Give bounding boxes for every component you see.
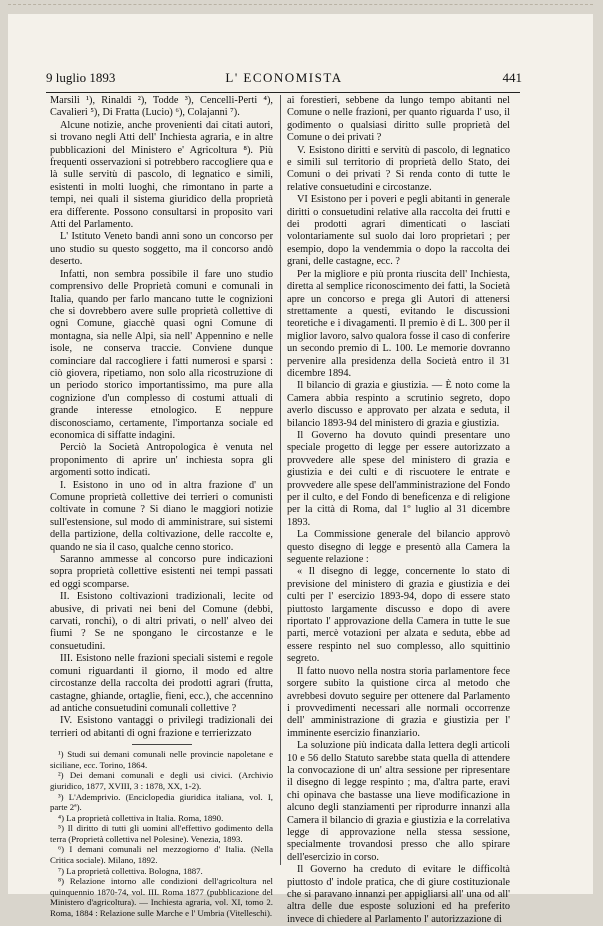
- right-paragraph: VI Esistono per i poveri e pegli abitanti in generale diritti o consuetudini relative alla raccolta dei frutti e dei prodotti agrari dimenticati o lasciati volontariamente sul suolo dai loro proprietari ; per esempio, dopo la vendemmia o dopo la raccolta dei grani, delle castagne, ecc. ?: [287, 194, 510, 268]
- footnote: ⁸) Relazione intorno alle condizioni dell'agricoltura nel quinquennio 1870-74, vol. III. Roma 1877 (pubblicazione del Ministero d'agricoltura). — Inchiesta agraria, vol. XI, tomo 2. Roma, 1884 : Relazione sulle Marche e l' Umbria (Vitelleschi).: [50, 876, 273, 919]
- right-paragraph: La Commissione generale del bilancio approvò questo disegno di legge e presentò alla Camera la seguente relazione :: [287, 529, 510, 566]
- right-paragraph: Il fatto nuovo nella nostra storia parlamentore fece sorgere subito la quistione circa al metodo che avrebbesi dovuto seguire per ottenere dal Parlamento i provvedimenti necessari alle normali occorrenze dell' amministrazione di grazia e giustizia per l' imminente esercizio finanziario.: [287, 665, 510, 739]
- right-paragraph: V. Esistono diritti e servitù di pascolo, di legnatico e simili sul territorio di proprietà dello Stato, dei Comuni o dei privati ? Si renda conto di tutte le relative consuetudini e circostanze.: [287, 144, 510, 193]
- right-paragraph: Il Governo ha dovuto quindi presentare uno speciale progetto di legge per essere autorizzato a provvedere alle spese del ministero di grazia e giustizia e dei culti e di riscuotere le entrate e provvedere alle spese dell'amministrazione del Fondo per il culto, e del Fondo di beneficenza e di religione per la città di Roma, dal 1º luglio al 31 dicembre 1893.: [287, 429, 510, 528]
- left-paragraph: Marsili ¹), Rinaldi ²), Todde ³), Cencelli-Perti ⁴), Cavalieri ⁵), Di Fratta (Lucio) ⁶), Colajanni ⁷).: [50, 95, 273, 119]
- footnote: ¹) Studi sui demani comunali nelle provincie napoletane e siciliane, ecc. Torino, 1864.: [50, 749, 273, 770]
- right-column: [287, 95, 510, 926]
- footnote: ⁷) La proprietà collettiva. Bologna, 1887.: [58, 865, 203, 876]
- right-paragraph: ai forestieri, sebbene da lungo tempo abitanti nel Comune o nelle frazioni, per quanto riguarda l' uso, il godimento o qualsiasi diritto sulle proprietà del Comune o dei privati ?: [287, 95, 510, 144]
- left-paragraph: II. Esistono coltivazioni tradizionali, lecite od abusive, di privati nei beni del Comune (debbi, carvati, ronchi), o di altri privati, o nell' alveo dei fiumi ? Se ne spongano le circostanze e le consuetudini.: [50, 591, 273, 652]
- right-paragraph: Il bilancio di grazia e giustizia. — È noto come la Camera abbia respinto a scrutinio segreto, dopo averlo discusso e approvato per alzata e seduta, il bilancio 1893-94 del ministero di grazia e giustizia.: [287, 380, 510, 429]
- left-paragraph: I. Esistono in uno od in altra frazione d' un Comune proprietà collettive dei terrieri o comunisti coltivate in comune ? Si diano le maggiori notizie sull'estensione, sul modo di amministrare, sui sistemi della partizione, della coltivazione, delle raccolte e, quando ne sia il caso, qualche cenno storico.: [50, 479, 273, 553]
- right-paragraph: La soluzione più indicata dalla lettera degli articoli 10 e 56 dello Statuto sarebbe stata quella di attendere la convocazione di un' altra sessione per ripresentare il disegno di legge respinto ; ma, d'altra parte, eravi chi opinava che bastasse una lieve modificazione in alcuno degli stanziamenti per riprodurre innanzi alla Camera il bilancio di grazia e giustizia e la correlativa legge di approvazione nella stessa sessione, specialmente trovandosi presso che allo spirare dell'esercizio in corso.: [287, 740, 510, 863]
- right-paragraph: « Il disegno di legge, concernente lo stato di previsione del ministero di grazia e giustizia e dei culti per l' esercizio 1893-94, dopo di essere stato piuttosto largamente discusso e dopo di avere riportato l' approvazione della Camera in tutte le sue parti, mercè votazioni per alzata e seduta, ebbe ad essere respinto nel suo complesso, allo squittinio segreto.: [287, 566, 510, 665]
- header-page-number: 441: [502, 70, 522, 85]
- footnote: ⁶) I demani comunali nel mezzogiorno d' Italia. (Nella Critica sociale). Milano, 1892.: [50, 844, 273, 866]
- column-divider: [280, 95, 281, 865]
- page-top-edge: [8, 4, 593, 13]
- left-paragraph: IV. Esistono vantaggi o privilegi tradizionali dei terrieri od abitanti di ogni frazione e terrierizzato: [50, 715, 273, 739]
- page-header: [46, 70, 522, 88]
- left-paragraph: Infatti, non sembra possibile il fare uno studio comprensivo delle Proprietà comuni e comunali in Italia, quando per farlo mancano tutte le cognizioni che si dovrebbero avere sulle proprietà collettive di ogni Comune, giacchè quasi ogni Comune di montagna, sia nelle Alpi, sia nell' Appennino e nelle isole, ne conserva traccie. Conviene dunque cominciare dal raccogliere i fatti numerosi e sparsi : ciò giovera, ripetiamo, non solo alla ricostruzione di un periodo storico importantissimo, ma pure alla cognizione d'un complesso di costumi attuali di grande interesse etnologico. E neppure disconosciamo, certamente, l'importanza sociale ed economica di siffatte indagini.: [50, 268, 273, 441]
- left-paragraph: Alcune notizie, anche provenienti dai citati autori, si trovano negli Atti dell' Inchiesta agraria, e in altre pubblicazioni del Ministero e' Agricoltura ⁸). Più frequenti osservazioni si potrebbero raccogliere qua e là sulle servitù di pascolo, di legnatico e simili, esistenti in molti luoghi, che rimontano in parte a tempi, nei quali il sistema giuridico della proprietà era differente. Possono consultarsi in proposito vari Atti del Parlamento.: [50, 119, 273, 231]
- footnote: ³) L'Ademprivio. (Enciclopedia giuridica italiana, vol. I, parte 2ª).: [50, 791, 273, 813]
- left-paragraph: L' Istituto Veneto bandì anni sono un concorso per uno studio su questo soggetto, ma il concorso andò deserto.: [50, 231, 273, 268]
- header-date: 9 luglio 1893: [46, 70, 116, 85]
- left-paragraph: Perciò la Società Antropologica è venuta nel proponimento di aprire un' inchiesta sopra gli argomenti sotto indicati.: [50, 442, 273, 479]
- footnote-separator: [132, 744, 192, 745]
- footnote: ⁵) Il diritto di tutti gli uomini all'effettivo godimento della terra (Proprietà collettiva nel Polesine). Venezia, 1893.: [50, 823, 273, 844]
- header-rule: [46, 92, 520, 93]
- footnote: ⁴) La proprietà collettiva in Italia. Roma, 1890.: [58, 812, 224, 823]
- left-paragraph: Saranno ammesse al concorso pure indicazioni sopra proprietà collettive esistenti nei tempi passati ed oggi scomparse.: [50, 554, 273, 590]
- footnote: ²) Dei demani comunali e degli usi civici. (Archivio giuridico, 1877, XVIII, 3 : 1878, XX, 1-2).: [50, 770, 273, 791]
- header-journal-title: L' ECONOMISTA: [225, 70, 343, 85]
- footnotes: [50, 749, 273, 919]
- right-paragraph: Il Governo ha creduto di evitare le difficoltà piuttosto d' indole pratica, che di giure costituzionale che si paravano innanzi per appigliarsi all' una od all' altra delle due esposte soluzioni ed ha preferito invece di chiedere al Parlamento l' autorizzazione di: [287, 864, 510, 925]
- left-column: [50, 95, 273, 919]
- right-paragraph: Per la migliore e più pronta riuscita dell' Inchiesta, diretta al semplice riconoscimento dei fatti, la Società apre un concorso e prega gli Autori di attenersi strettamente a questi, evitando le discussioni teoretiche e i divagamenti. Il premio è di L. 300 per il miglior lavoro, salvo qualora fosse il caso di conferire un secondo premio di L. 100. Le memorie dovranno pervenire alla presidenza della Società entro il 31 dicembre 1894.: [287, 268, 510, 379]
- left-paragraph: III. Esistono nelle frazioni speciali sistemi e regole comuni riguardanti il giorno, il modo ed altre circostanze della raccolta dei prodotti agrari (frutta, castagne, ghiande, ortaglie, fieni, ecc.), che accennino ad antiche consuetudini comunali collettive ?: [50, 653, 273, 714]
